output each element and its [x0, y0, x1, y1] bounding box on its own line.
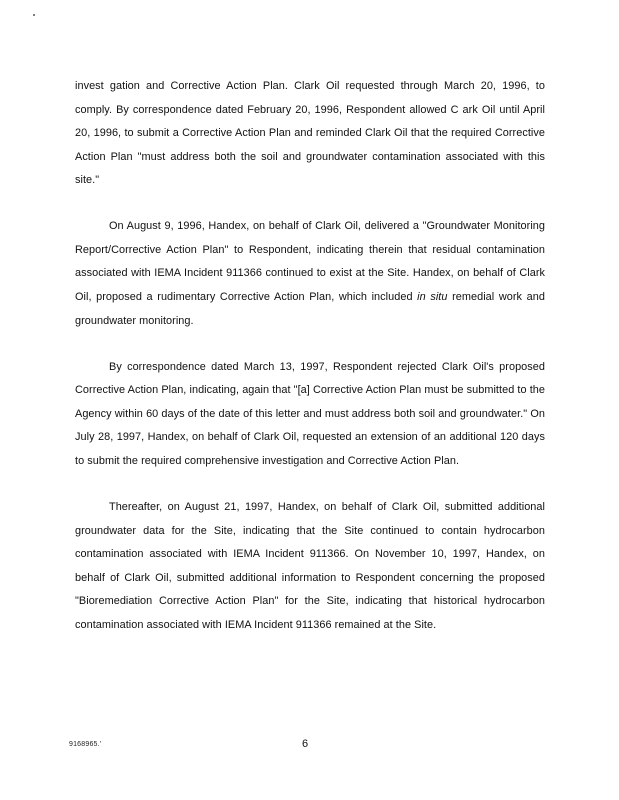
paragraph-text: invest gation and Corrective Action Plan. Clark Oil requested through March 20, 1996, to comply. By correspondence dated February 20, 1996, Respondent allowed C ark Oil until April 20, 1996, to submit a Corrective Action Plan and reminded Clark Oil that the required Corrective Action Plan "must address both the soil and groundwater contamination associated with this site." — [75, 80, 545, 187]
paragraph-text: On August 9, 1996, Handex, on behalf of Clark Oil, delivered a "Groundwater Monitoring Report/Corrective Action Plan" to Respondent, indicating therein that residual contamination associated with IEMA Incident 911366 continued to exist at the Site. Handex, on behalf of Clark Oil, proposed a rudimentary Corrective Action Plan, which included — [75, 220, 545, 303]
scan-speck — [33, 14, 35, 16]
paragraph-text: Thereafter, on August 21, 1997, Handex, on behalf of Clark Oil, submitted additional groundwater data for the Site, indicating that the Site continued to contain hydrocarbon contamination associated with IEMA Incident 911366. On November 10, 1997, Handex, on behalf of Clark Oil, submitted additional information to Respondent concerning the proposed "Bioremediation Corrective Action Plan" for the Site, indicating that historical hydrocarbon contamination associated with IEMA Incident 911366 remained at the Site. — [75, 500, 545, 631]
paragraph — [75, 496, 545, 637]
paragraph — [75, 215, 545, 333]
body-text — [75, 75, 545, 637]
paragraph-text: remedial work and groundwater monitoring. — [75, 290, 545, 327]
italic-term: in situ — [417, 290, 448, 303]
footer-doc-code: 9168965.' — [69, 741, 102, 748]
paragraph-text: By correspondence dated March 13, 1997, Respondent rejected Clark Oil's proposed Corrective Action Plan, indicating, again that "[a] Corrective Action Plan must be submitted to the Agency within 60 days of the date of this letter and must address both soil and groundwater." On July 28, 1997, Handex, on behalf of Clark Oil, requested an extension of an additional 120 days to submit the required comprehensive investigation and Corrective Action Plan. — [75, 360, 545, 467]
page-number: 6 — [302, 738, 309, 750]
paragraph — [75, 75, 545, 193]
paragraph — [75, 356, 545, 474]
